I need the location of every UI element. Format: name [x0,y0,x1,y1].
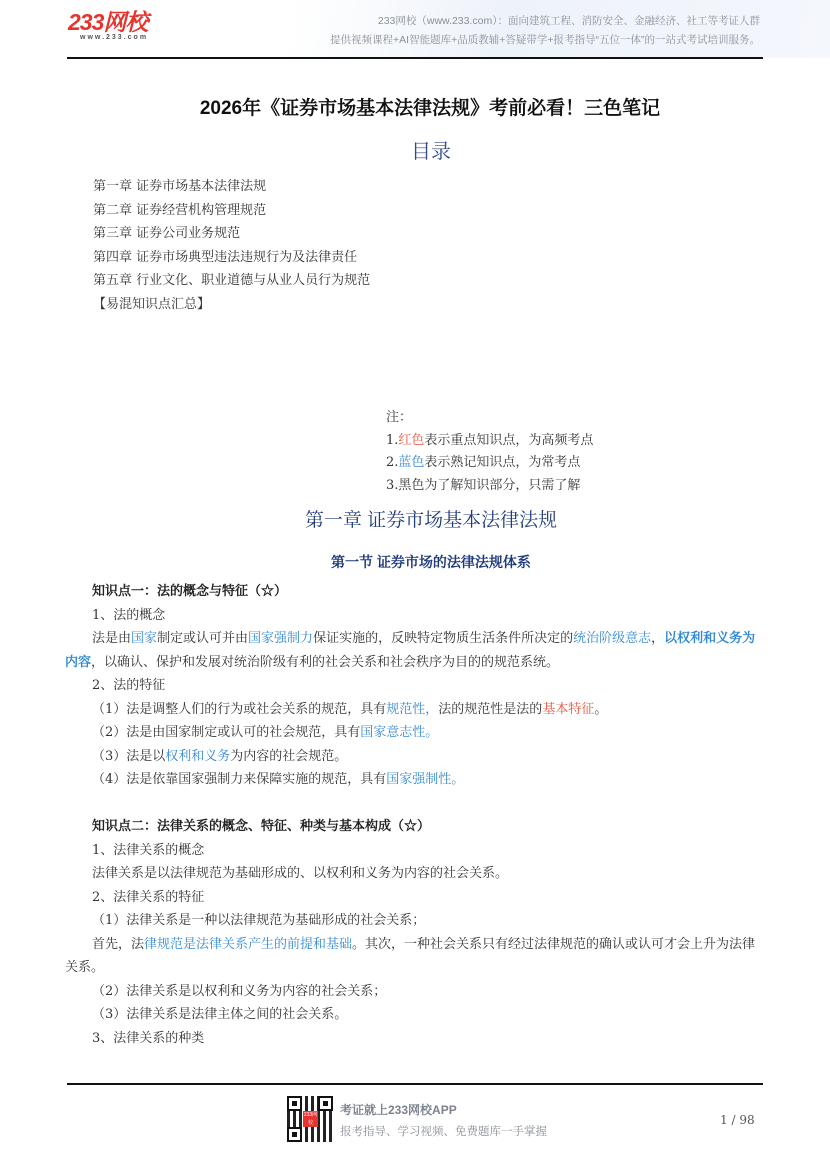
subheading: 1、法律关系的概念 [92,842,205,858]
knowledge-point-heading: 知识点一：法的概念与特征（☆） [92,584,288,599]
subheading: 3、法律关系的种类 [92,1030,205,1046]
toc-item[interactable]: 第三章 证券公司业务规范 [93,226,241,241]
feature-item: （2）法律关系是以权利和义务为内容的社会关系； [92,983,387,999]
note-label: 注： [386,410,413,425]
footer-app-subtitle: 报考指导、学习视频、免费题库一手掌握 [340,1126,547,1138]
footer-app-title: 考证就上233网校APP [340,1103,457,1117]
feature-item: （1）法是调整人们的行为或社会关系的规范，具有规范性，法的规范性是法的基本特征。 [92,701,608,717]
feature-item: （3）法是以权利和义务为内容的社会规范。 [92,748,348,764]
header-intro-line1: 233网校（www.233.com）：面向建筑工程、消防安全、金融经济、社工等考证人群 [377,15,760,27]
table-of-contents [93,175,370,316]
qr-badge: 233网校 [303,1112,318,1126]
page-number: 1 / 98 [720,1113,755,1127]
red-key: 红色 [398,432,425,448]
subheading: 2、法的特征 [92,678,166,693]
logo-text: 233网校 [68,9,148,35]
note-line-blue: 2.蓝色表示熟记知识点，为常考点 [386,455,581,470]
paragraph: 法是由国家制定或认可并由国家强制力保证实施的，反映特定物质生活条件所决定的统治阶级意志，以权利和义务为内容，以确认、保护和发展对统治阶级有利的社会关系和社会秩序为目的的规范系统。 [65,631,756,670]
paragraph: 首先，法律规范是法律关系产生的前提和基础。其次，一种社会关系只有经过法律规范的确认或认可才会上升为法律关系。 [65,936,756,975]
note-line-black: 3.黑色为了解知识部分，只需了解 [386,477,581,493]
footer-divider [67,1083,763,1085]
toc-item[interactable]: 【易混知识点汇总】 [93,296,211,312]
qr-code-icon [287,1096,333,1142]
feature-item: （2）法是由国家制定或认可的社会规范，具有国家意志性。 [92,725,439,740]
page-header [0,0,830,58]
note-line-red: 1.红色表示重点知识点，为高频考点 [386,432,594,448]
knowledge-point-heading: 知识点二：法律关系的概念、特征、种类与基本构成（☆） [92,819,431,834]
header-divider [67,57,763,59]
feature-item: （4）法是依靠国家强制力来保障实施的规范，具有国家强制性。 [92,772,465,787]
section-title: 第一节 证券市场的法律法规体系 [331,554,531,570]
header-intro [330,12,760,50]
paragraph: 法律关系是以法律规范为基础形成的、以权利和义务为内容的社会关系。 [92,866,509,881]
document-title: 2026年《证券市场基本法律法规》考前必看！三色笔记 [199,98,661,119]
blue-key: 蓝色 [398,455,425,470]
toc-item[interactable]: 第五章 行业文化、职业道德与从业人员行为规范 [93,273,371,288]
toc-item[interactable]: 第二章 证券经营机构管理规范 [93,202,267,218]
feature-item: （1）法律关系是一种以法律规范为基础形成的社会关系； [92,913,426,928]
feature-item: （3）法律关系是法律主体之间的社会关系。 [92,1007,348,1022]
subheading: 1、法的概念 [92,607,166,623]
toc-title: 目录 [411,141,451,163]
header-intro-line2: 提供视频课程+AI智能题库+品质教辅+答疑带学+报考指导“五位一体”的一站式考试培训服务。 [330,34,760,46]
brand-logo [68,10,148,42]
document-body [65,580,765,1050]
color-legend-note [386,407,593,497]
logo-url: www.233.com [80,34,149,41]
subheading: 2、法律关系的特征 [92,889,205,905]
toc-item[interactable]: 第四章 证券市场典型违法违规行为及法律责任 [93,249,358,265]
toc-item[interactable]: 第一章 证券市场基本法律法规 [93,179,267,194]
chapter-title: 第一章 证券市场基本法律法规 [304,510,558,531]
